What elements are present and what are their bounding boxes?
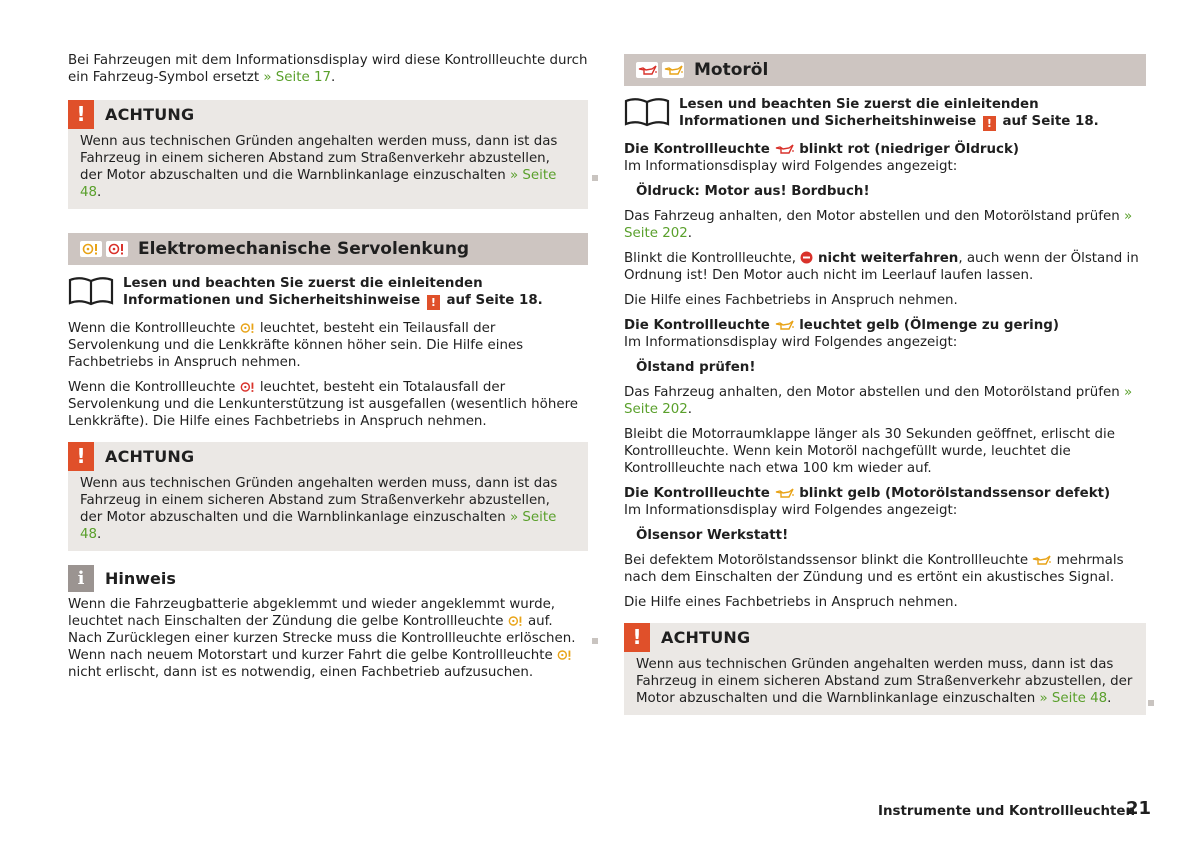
read-first-notice: Lesen und beachten Sie zuerst die einleitenden Informationen und Sicherheitshinweise ! auf Seite 18. — [624, 96, 1146, 131]
section-end-marker — [1148, 700, 1154, 706]
paragraph: Wenn die Kontrollleuchte leuchtet, besteht ein Totalausfall der Servolenkung und die Lenkunterstützung ist ausgefallen (wesentlich höhere Lenkkräfte). Die Hilfe eines Fachbetriebs in Anspruch nehmen. — [68, 380, 579, 429]
oil-can-red-icon — [775, 143, 795, 155]
stop-icon — [800, 251, 813, 264]
steering-warning-icon — [557, 649, 573, 661]
section-end-marker — [592, 175, 598, 181]
oil-can-yellow-icon — [662, 62, 684, 78]
section-title: Motoröl — [694, 59, 769, 80]
steering-failure-icon — [106, 241, 128, 257]
warning-icon: ! — [68, 442, 94, 471]
warning-title: ACHTUNG — [105, 447, 195, 466]
steering-warning-icon — [80, 241, 102, 257]
warning-icon: ! — [68, 100, 94, 129]
info-icon: i — [68, 565, 94, 592]
paragraph: Die Hilfe eines Fachbetriebs in Anspruch nehmen. — [624, 293, 958, 308]
warning-title: ACHTUNG — [105, 105, 195, 124]
warning-text: Wenn aus technischen Gründen angehalten werden muss, dann ist das Fahrzeug in einem sicheren Abstand zum Straßenverkehr abzustellen, der Motor abzuschalten und die Warnblinkanlage einzuschalten » Seite 48. — [80, 134, 558, 200]
paragraph: Das Fahrzeug anhalten, den Motor abstellen und den Motorölstand prüfen » Seite 202. — [624, 385, 1133, 417]
warning-title: ACHTUNG — [661, 628, 751, 647]
warning-icon: ! — [983, 116, 996, 131]
page-link[interactable]: » Seite 48 — [80, 168, 557, 200]
subheading: Die Kontrollleuchte blinkt gelb (Motorölstandssensor defekt) — [624, 486, 1111, 501]
right-column — [624, 54, 1146, 729]
page-link[interactable]: » Seite 202 — [624, 209, 1133, 241]
warning-text: Wenn aus technischen Gründen angehalten werden muss, dann ist das Fahrzeug in einem sicheren Abstand zum Straßenverkehr abzustellen, der Motor abzuschalten und die Warnblinkanlage einzuschalten » Seite 48. — [636, 657, 1133, 706]
page-link[interactable]: » Seite 48 — [80, 510, 557, 542]
note-title: Hinweis — [105, 569, 176, 588]
page-link[interactable]: » Seite 48 — [1039, 691, 1108, 706]
page-link[interactable]: » Seite 202 — [624, 385, 1133, 417]
read-first-notice: Lesen und beachten Sie zuerst die einleitenden Informationen und Sicherheitshinweise ! auf Seite 18. — [68, 275, 588, 310]
section-header-servolenkung — [68, 233, 588, 265]
oil-can-red-icon — [636, 62, 658, 78]
steering-warning-icon — [508, 615, 524, 627]
warning-box — [624, 623, 1146, 715]
footer-chapter: Instrumente und Kontrollleuchten — [878, 804, 1135, 819]
page-number: 21 — [1126, 798, 1152, 819]
note-text: Wenn die Fahrzeugbatterie abgeklemmt und wieder angeklemmt wurde, leuchtet nach Einschalten der Zündung die gelbe Kontrollleuchte auf. Nach Zurücklegen einer kurzen Strecke muss die Kontrollleuchte erlöschen. Wenn nach neuem Motorstart und kurzer Fahrt die gelbe Kontrollleuchte nicht erlischt, dann ist es notwendig, einen Fachbetrieb aufzusuchen. — [68, 597, 576, 680]
warning-icon: ! — [624, 623, 650, 652]
paragraph: Die Hilfe eines Fachbetriebs in Anspruch nehmen. — [624, 595, 958, 610]
paragraph: Bei defektem Motorölstandssensor blinkt die Kontrollleuchte mehrmals nach dem Einschalten der Zündung und es ertönt ein akustisches Signal. — [624, 553, 1124, 585]
paragraph: Bleibt die Motorraumklappe länger als 30 Sekunden geöffnet, erlischt die Kontrollleuchte. Wenn kein Motoröl nachgefüllt wurde, leuchtet die Kontrollleuchte nach etwa 100 km wieder auf. — [624, 427, 1115, 476]
warning-box — [68, 442, 588, 551]
display-intro: Im Informationsdisplay wird Folgendes angezeigt: — [624, 159, 958, 174]
note-box — [68, 565, 588, 681]
section-end-marker — [592, 638, 598, 644]
book-icon — [624, 97, 670, 127]
section-header-motoroel — [624, 54, 1146, 86]
warning-text: Wenn aus technischen Gründen angehalten werden muss, dann ist das Fahrzeug in einem sicheren Abstand zum Straßenverkehr abzustellen, der Motor abzuschalten und die Warnblinkanlage einzuschalten » Seite 48. — [80, 476, 558, 542]
display-message: Ölsensor Werkstatt! — [636, 528, 789, 543]
paragraph: Das Fahrzeug anhalten, den Motor abstellen und den Motorölstand prüfen » Seite 202. — [624, 209, 1133, 241]
oil-can-yellow-icon — [1032, 554, 1052, 566]
steering-warning-icon — [240, 322, 256, 334]
oil-can-yellow-icon — [775, 319, 795, 331]
page-link[interactable]: » Seite 17 — [263, 70, 332, 85]
book-icon — [68, 276, 114, 306]
subheading: Die Kontrollleuchte leuchtet gelb (Ölmenge zu gering) — [624, 318, 1059, 333]
paragraph: Blinkt die Kontrollleuchte, nicht weiterfahren, auch wenn der Ölstand in Ordnung ist! Den Motor auch nicht im Leerlauf laufen lassen. — [624, 251, 1139, 283]
display-message: Ölstand prüfen! — [636, 360, 756, 375]
intro-paragraph: Bei Fahrzeugen mit dem Informationsdisplay wird diese Kontrollleuchte durch ein Fahrzeug-Symbol ersetzt » Seite 17. — [68, 53, 588, 85]
oil-can-yellow-icon — [775, 487, 795, 499]
warning-box — [68, 100, 588, 209]
display-message: Öldruck: Motor aus! Bordbuch! — [636, 184, 870, 199]
display-intro: Im Informationsdisplay wird Folgendes angezeigt: — [624, 503, 958, 518]
paragraph: Wenn die Kontrollleuchte leuchtet, besteht ein Teilausfall der Servolenkung und die Lenkkräfte können höher sein. Die Hilfe eines Fachbetriebs in Anspruch nehmen. — [68, 321, 524, 370]
left-column — [68, 52, 588, 689]
steering-failure-icon — [240, 381, 256, 393]
subheading: Die Kontrollleuchte blinkt rot (niedriger Öldruck) — [624, 142, 1020, 157]
display-intro: Im Informationsdisplay wird Folgendes angezeigt: — [624, 335, 958, 350]
warning-icon: ! — [427, 295, 440, 310]
section-title: Elektromechanische Servolenkung — [138, 238, 470, 259]
